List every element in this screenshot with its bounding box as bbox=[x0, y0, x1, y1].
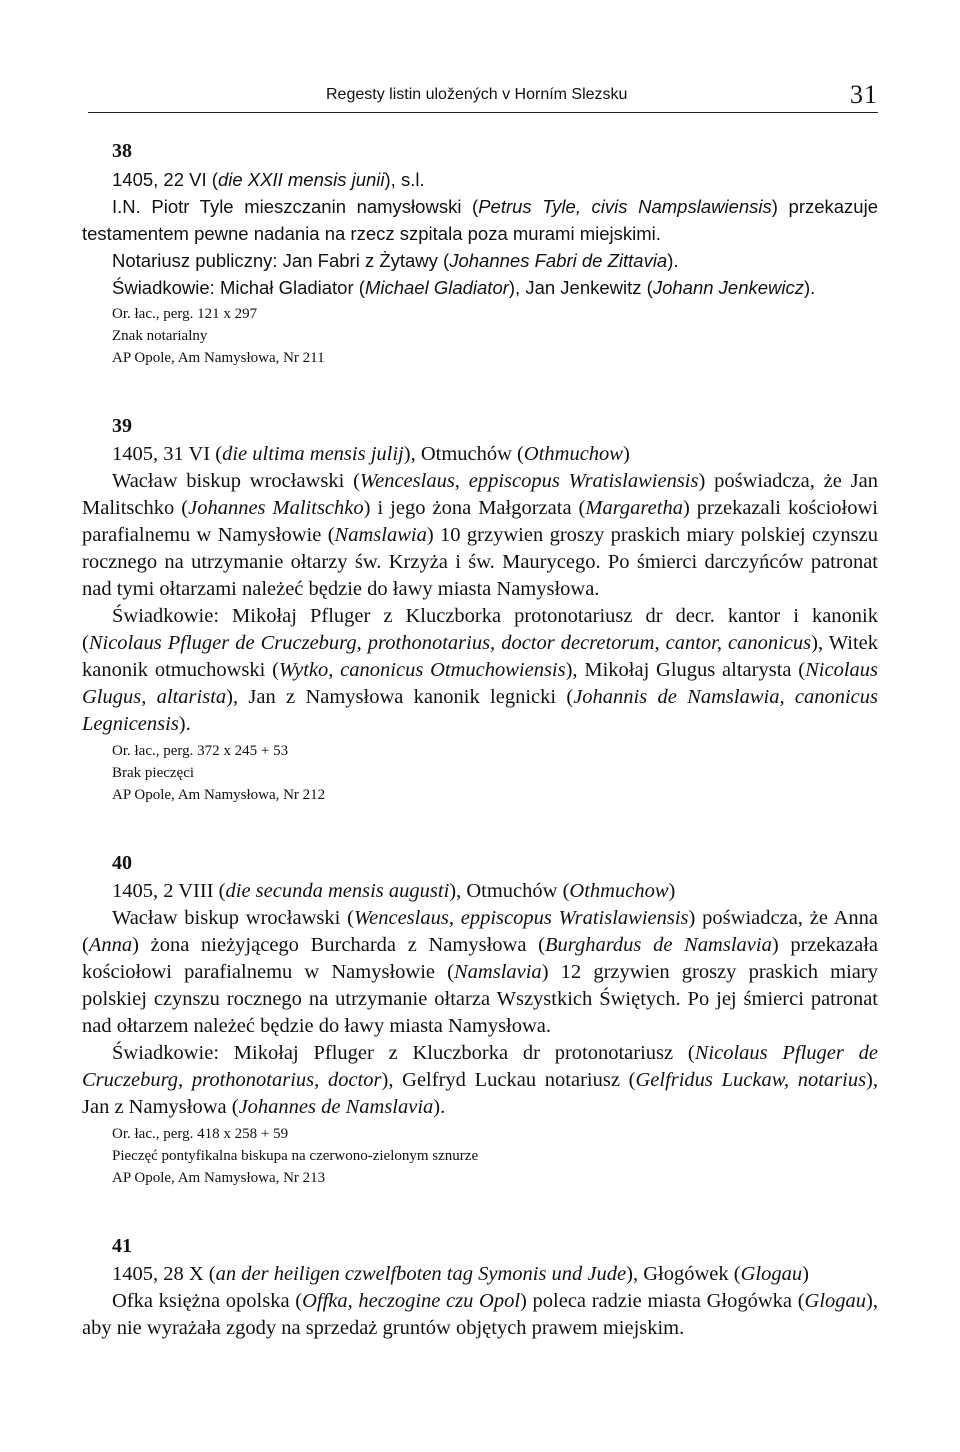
entry-notary: Notariusz publiczny: Jan Fabri z Żytawy (Johannes Fabri de Zittavia). bbox=[112, 250, 679, 271]
document-body bbox=[82, 136, 878, 1384]
entry-summary: Wacław biskup wrocławski (Wenceslaus, eppiscopus Wratislawiensis) poświadcza, że Anna (Anna) żona nieżyjącego Burcharda z Namysłowa (Burghardus de Namslavia) przekazała kościołowi parafialnemu w Namysłowie (Namslavia) 12 grzywien groszy praskich miary polskiej czynszu rocznego na utrzymanie ołtarza Wszystkich Świętych. Po jej śmierci patronat nad ołtarzem należeć będzie do ławy miasta Namysłowa. bbox=[82, 907, 878, 1037]
page-number: 31 bbox=[850, 80, 878, 109]
meta-line: Brak pieczęci bbox=[112, 765, 195, 781]
entry-date: 1405, 31 VI (die ultima mensis julij), Otmuchów (Othmuchow) bbox=[112, 443, 630, 465]
meta-line: Or. łac., perg. 121 x 297 bbox=[112, 306, 258, 322]
meta-line: AP Opole, Am Namysłowa, Nr 212 bbox=[112, 787, 326, 803]
entry-archival-note bbox=[112, 740, 878, 806]
meta-line: Or. łac., perg. 418 x 258 + 59 bbox=[112, 1126, 289, 1142]
running-header bbox=[88, 80, 878, 113]
regest-entry-38 bbox=[82, 136, 878, 369]
entry-archival-note bbox=[112, 1123, 878, 1189]
meta-line: Or. łac., perg. 372 x 245 + 53 bbox=[112, 743, 289, 759]
regest-entry-39 bbox=[82, 411, 878, 806]
entry-summary: I.N. Piotr Tyle mieszczanin namysłowski (Petrus Tyle, civis Nampslawiensis) przekazuje testamentem pewne nadania na rzecz szpitala poza murami miejskimi. bbox=[82, 196, 878, 244]
entry-witnesses: Świadkowie: Michał Gladiator (Michael Gladiator), Jan Jenkewitz (Johann Jenkewicz). bbox=[112, 277, 816, 298]
regest-entry-40 bbox=[82, 848, 878, 1189]
regest-entry-41 bbox=[82, 1231, 878, 1342]
entry-summary: Wacław biskup wrocławski (Wenceslaus, eppiscopus Wratislawiensis) poświadcza, że Jan Malitschko (Johannes Malitschko) i jego żona Małgorzata (Margaretha) przekazali kościołowi parafialnemu w Namysłowie (Namslawia) 10 grzywien groszy praskich miary polskiej czynszu rocznego na utrzymanie ołtarzy św. Krzyża i św. Maurycego. Po śmierci darczyńców patronat nad tymi ołtarzami należeć będzie do ławy miasta Namysłowa. bbox=[82, 470, 878, 600]
meta-line: Znak notarialny bbox=[112, 328, 208, 344]
entry-summary: Ofka księżna opolska (Offka, heczogine czu Opol) poleca radzie miasta Głogówka (Glogau), aby nie wyrażała zgody na sprzedaż gruntów objętych prawem miejskim. bbox=[82, 1290, 878, 1339]
meta-line: AP Opole, Am Namysłowa, Nr 213 bbox=[112, 1170, 326, 1186]
entry-number: 40 bbox=[112, 852, 132, 874]
entry-date: 1405, 28 X (an der heiligen czwelfboten tag Symonis und Jude), Głogówek (Glogau) bbox=[112, 1263, 809, 1285]
entry-number: 38 bbox=[112, 140, 132, 162]
meta-line: AP Opole, Am Namysłowa, Nr 211 bbox=[112, 350, 325, 366]
entry-witnesses: Świadkowie: Mikołaj Pfluger z Kluczborka protonotariusz dr decr. kantor i kanonik (Nicolaus Pfluger de Cruczeburg, prothonotarius, doctor decretorum, cantor, canonicus), Witek kanonik otmuchowski (Wytko, canonicus Otmuchowiensis), Mikołaj Glugus altarysta (Nicolaus Glugus, altarista), Jan z Namysłowa kanonik legnicki (Johannis de Namslawia, canonicus Legnicensis). bbox=[82, 605, 879, 735]
entry-date: 1405, 22 VI (die XXII mensis junii), s.l. bbox=[112, 169, 425, 190]
running-title: Regesty listin uložených v Horním Slezsku bbox=[326, 86, 628, 103]
entry-date: 1405, 2 VIII (die secunda mensis augusti), Otmuchów (Othmuchow) bbox=[112, 880, 676, 902]
meta-line: Pieczęć pontyfikalna biskupa na czerwono-zielonym sznurze bbox=[112, 1148, 479, 1164]
entry-witnesses: Świadkowie: Mikołaj Pfluger z Kluczborka dr protonotariusz (Nicolaus Pfluger de Cruczeburg, prothonotarius, doctor), Gelfryd Luckau notariusz (Gelfridus Luckaw, notarius), Jan z Namysłowa (Johannes de Namslavia). bbox=[82, 1042, 878, 1118]
entry-archival-note bbox=[112, 303, 878, 369]
entry-number: 39 bbox=[112, 415, 132, 437]
entry-number: 41 bbox=[112, 1235, 132, 1257]
